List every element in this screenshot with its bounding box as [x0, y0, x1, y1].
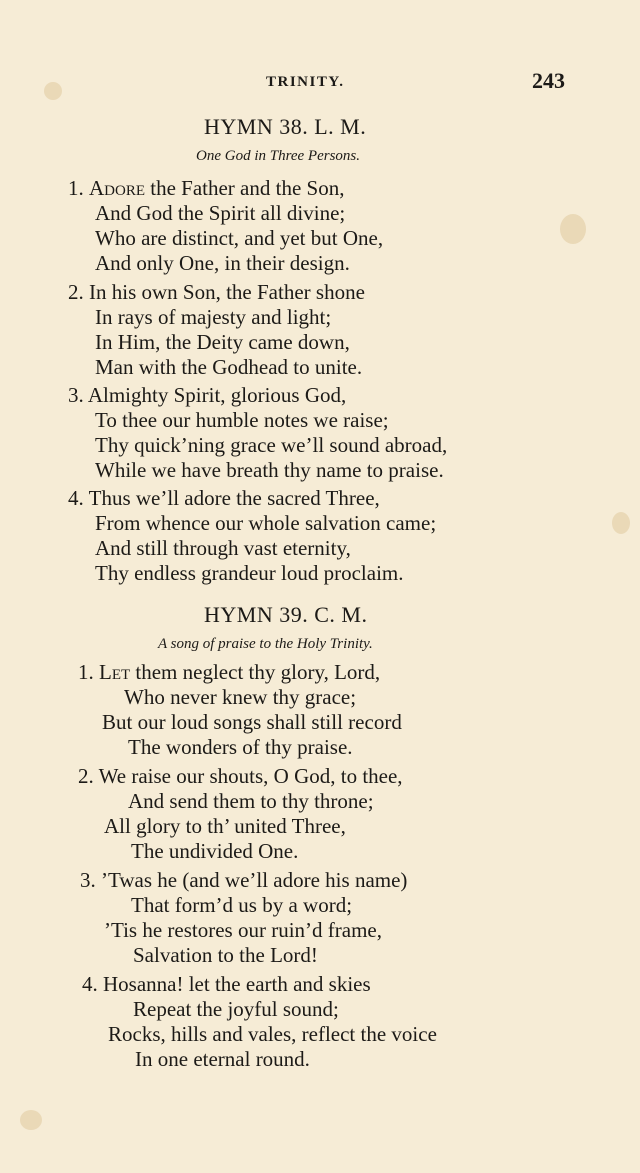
stanza-line: And still through vast eternity, [95, 536, 351, 560]
stanza-line: But our loud songs shall still record [102, 710, 402, 734]
hymn-38-title: HYMN 38. L. M. [204, 114, 367, 139]
stanza-line: 4. Hosanna! let the earth and skies [82, 972, 371, 996]
foxing-spot [612, 512, 630, 534]
hymn-38-subtitle: One God in Three Persons. [196, 148, 361, 164]
stanza-line: 2. In his own Son, the Father shone [68, 280, 365, 304]
stanza-line: 1. Let them neglect thy glory, Lord, [78, 660, 381, 684]
foxing-spot [560, 214, 586, 244]
stanza-line: Thy endless grandeur loud proclaim. [95, 561, 404, 585]
stanza-line: 3. Almighty Spirit, glorious God, [68, 383, 347, 407]
stanza-line: And only One, in their design. [95, 251, 350, 275]
stanza-line: 4. Thus we’ll adore the sacred Three, [68, 486, 380, 510]
page-number: 243 [532, 68, 565, 93]
stanza-line: Who never knew thy grace; [124, 685, 357, 709]
hymn-39-subtitle: A song of praise to the Holy Trinity. [158, 636, 373, 652]
foxing-spot [20, 1110, 42, 1130]
stanza-line: In Him, the Deity came down, [95, 330, 350, 354]
stanza-line: And send them to thy throne; [128, 789, 374, 813]
stanza-line: The wonders of thy praise. [128, 735, 353, 759]
stanza-line: All glory to th’ united Three, [104, 814, 346, 838]
stanza-line: Man with the Godhead to unite. [95, 355, 363, 379]
hymn-39-title: HYMN 39. C. M. [204, 602, 368, 627]
stanza-line: In one eternal round. [135, 1047, 310, 1071]
foxing-spot [44, 82, 62, 100]
stanza-line: ’Tis he restores our ruin’d frame, [104, 918, 382, 942]
stanza-line: That form’d us by a word; [131, 893, 353, 917]
stanza-line: Who are distinct, and yet but One, [95, 226, 384, 250]
stanza-line: While we have breath thy name to praise. [95, 458, 444, 482]
stanza-line: 1. Adore the Father and the Son, [68, 176, 345, 200]
stanza-line: Repeat the joyful sound; [133, 997, 339, 1021]
stanza-line: In rays of majesty and light; [95, 305, 332, 329]
stanza-line: The undivided One. [131, 839, 299, 863]
stanza-line: And God the Spirit all divine; [95, 201, 346, 225]
running-title: TRINITY. [266, 74, 345, 90]
stanza-line: Salvation to the Lord! [133, 943, 318, 967]
stanza-line: To thee our humble notes we raise; [95, 408, 389, 432]
stanza-line: 3. ’Twas he (and we’ll adore his name) [80, 868, 408, 892]
stanza-line: Rocks, hills and vales, reflect the voice [108, 1022, 437, 1046]
stanza-line: Thy quick’ning grace we’ll sound abroad, [95, 433, 448, 457]
stanza-line: From whence our whole salvation came; [95, 511, 437, 535]
stanza-line: 2. We raise our shouts, O God, to thee, [78, 764, 403, 788]
